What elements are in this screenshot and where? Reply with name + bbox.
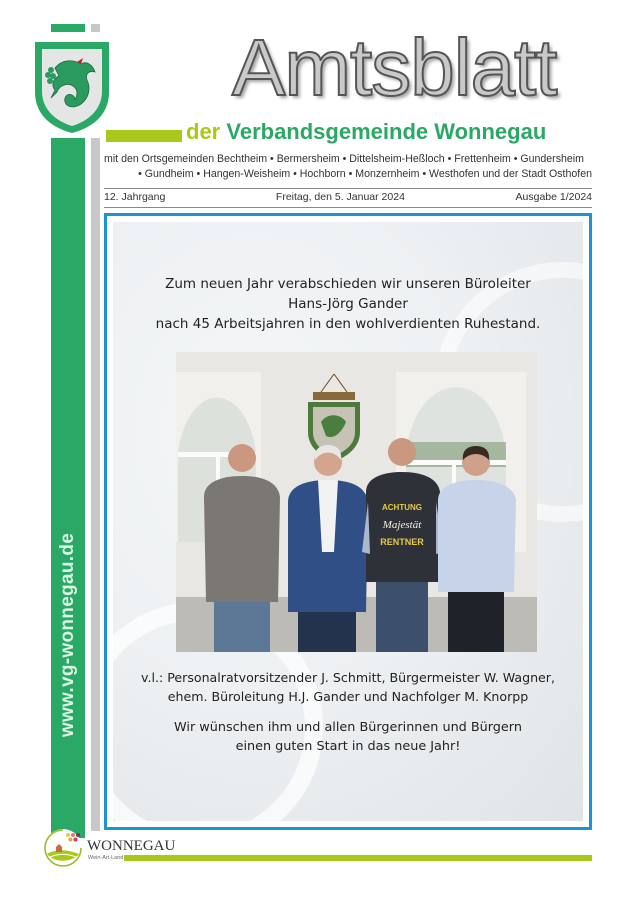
issue-info-row bbox=[104, 191, 592, 203]
website-url[interactable] bbox=[51, 490, 85, 780]
wish-line: Wir wünschen ihm und allen Bürgerinnen und Bürgern bbox=[174, 720, 522, 735]
group-photo-illustration bbox=[176, 352, 537, 652]
wonnegau-logo-icon bbox=[43, 826, 85, 868]
new-year-wish bbox=[113, 718, 583, 756]
subtitle-organization: Verbandsgemeinde Wonnegau bbox=[226, 119, 547, 144]
photo-caption bbox=[113, 668, 583, 706]
group-photo bbox=[176, 352, 537, 652]
header-divider-top bbox=[104, 188, 592, 189]
announcement-frame bbox=[104, 213, 592, 830]
member-towns-line-1: mit den Ortsgemeinden Bechtheim • Bermersheim • Dittelsheim-Heßloch • Frettenheim • Gundersheim bbox=[104, 153, 584, 165]
issue-number: Ausgabe 1/2024 bbox=[515, 191, 592, 203]
website-url-text[interactable]: www.vg-wonnegau.de bbox=[57, 532, 78, 738]
subtitle-accent-bar bbox=[106, 130, 182, 142]
caption-line: ehem. Büroleitung H.J. Gander und Nachfolger M. Knorpp bbox=[167, 689, 529, 704]
publication-title: Amtsblatt bbox=[232, 23, 557, 112]
subtitle-prefix: der bbox=[186, 119, 221, 144]
headline-line: Zum neuen Jahr verabschieden wir unseren Büroleiter bbox=[165, 276, 531, 292]
member-towns bbox=[104, 152, 592, 182]
announcement-panel bbox=[113, 222, 583, 821]
issue-date: Freitag, den 5. Januar 2024 bbox=[275, 191, 405, 203]
footer-tagline: Wein·Art·Land bbox=[88, 855, 124, 861]
shirt-print-line: RENTNER bbox=[380, 537, 424, 547]
shirt-print-line: Majestät bbox=[382, 519, 422, 531]
wish-line: einen guten Start in das neue Jahr! bbox=[235, 739, 461, 754]
announcement-headline bbox=[113, 274, 583, 334]
top-green-block bbox=[51, 24, 85, 32]
issue-volume: 12. Jahrgang bbox=[104, 191, 166, 203]
headline-line: nach 45 Arbeitsjahren in den wohlverdienten Ruhestand. bbox=[155, 316, 541, 332]
member-towns-line-2: • Gundheim • Hangen-Weisheim • Hochborn • Monzernheim • Westhofen und der Stadt Osthofen bbox=[138, 168, 592, 180]
footer-brand-name: WONNEGAU bbox=[87, 838, 176, 854]
coat-of-arms-icon bbox=[33, 40, 111, 134]
header-divider-bottom bbox=[104, 207, 592, 208]
footer-accent-bar bbox=[124, 855, 592, 861]
publication-subtitle bbox=[186, 119, 546, 145]
grey-side-column bbox=[91, 138, 100, 831]
top-grey-block bbox=[91, 24, 100, 32]
headline-line: Hans-Jörg Gander bbox=[288, 296, 408, 312]
shirt-print-line: ACHTUNG bbox=[382, 503, 422, 512]
caption-line: v.l.: Personalratvorsitzender J. Schmitt, Bürgermeister W. Wagner, bbox=[141, 670, 555, 685]
